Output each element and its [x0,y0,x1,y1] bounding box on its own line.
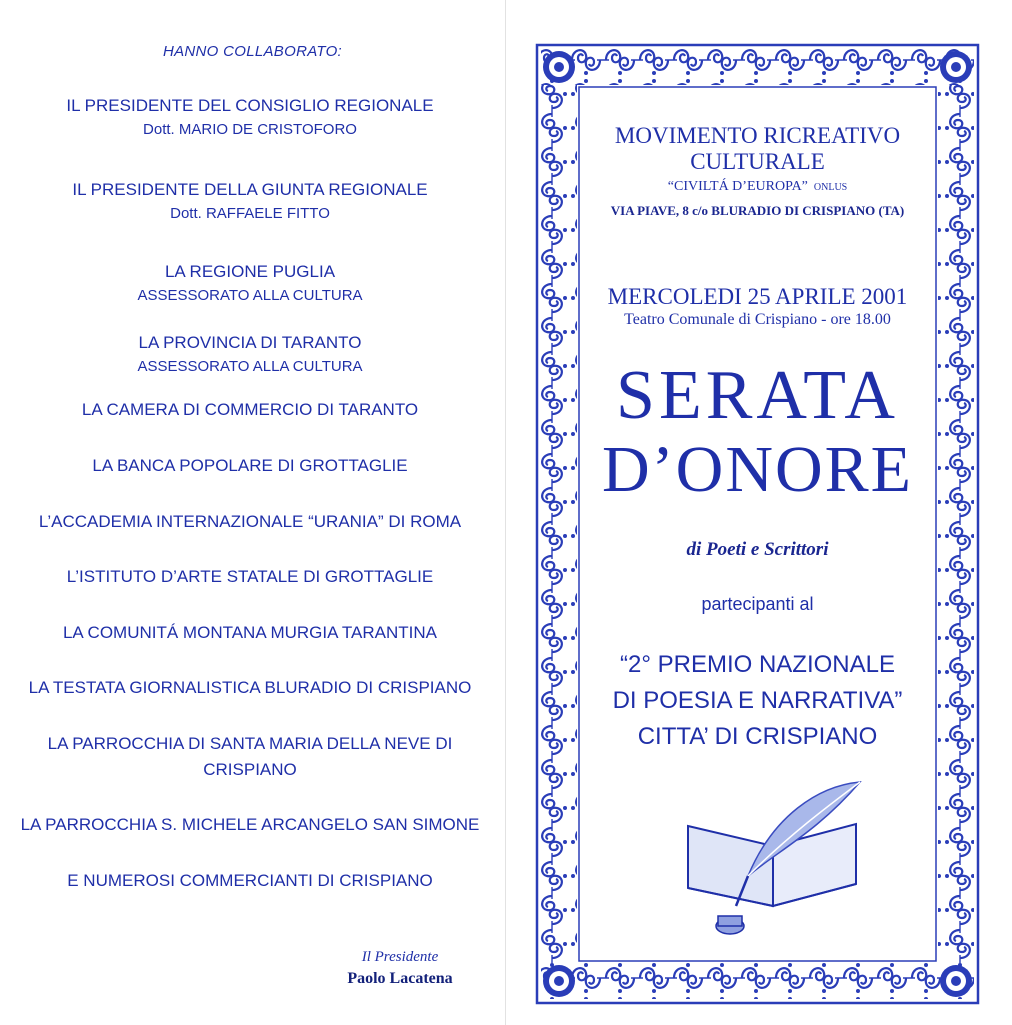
collaborator-entry [0,259,500,307]
collaborators-panel [0,0,505,1025]
collaborator-entry [0,453,500,479]
organization-name-line2: CULTURALE [690,149,825,174]
prize-name-line2: DI POESIA E NARRATIVA” [612,687,903,714]
collaborator-name: LA BANCA POPOLARE DI GROTTAGLIE [92,456,408,475]
participants-label: partecipanti al [701,594,814,614]
collaborator-entry [0,93,500,141]
collaborators-heading: HANNO COLLABORATO: [162,43,343,60]
collaborator-name: LA CAMERA DI COMMERCIO DI TARANTO [81,400,419,419]
signature-block [300,946,500,990]
collaborator-entry [0,564,500,590]
collaborator-name: E NUMEROSI COMMERCIANTI DI CRISPIANO [67,871,433,890]
collaborator-detail: ASSESSORATO ALLA CULTURA [137,287,363,304]
event-title-line1: SERATA [616,357,899,434]
collaborator-entry [0,509,500,535]
collaborator-detail: Dott. MARIO DE CRISTOFORO [143,121,357,138]
event-venue: Teatro Comunale di Crispiano - ore 18.00 [624,311,891,328]
collaborator-name: LA REGIONE PUGLIA [164,262,336,281]
fold-line [505,0,506,1025]
prize-name-line1: “2° PREMIO NAZIONALE [620,651,895,678]
collaborator-name: L’ACCADEMIA INTERNAZIONALE “URANIA” DI ROMA [38,512,462,531]
collaborator-entry [0,397,500,423]
onlus-label: ONLUS [813,182,848,193]
event-title-line2: D’ONORE [602,433,913,506]
collaborator-name: IL PRESIDENTE DEL CONSIGLIO REGIONALE [66,96,434,115]
collaborator-name: LA COMUNITÁ MONTANA MURGIA TARANTINA [62,623,438,642]
collaborator-detail: ASSESSORATO ALLA CULTURA [137,358,363,375]
collaborator-entry [0,812,500,838]
collaborator-entry [0,868,500,894]
signature-name: Paolo Lacatena [347,970,453,987]
event-date: MERCOLEDI 25 APRILE 2001 [607,284,908,309]
organization-address: VIA PIAVE, 8 c/o BLURADIO DI CRISPIANO (TA) [610,203,905,218]
collaborator-name: LA PARROCCHIA S. MICHELE ARCANGELO SAN SIMONE [20,815,480,834]
prize-name-line3: CITTA’ DI CRISPIANO [637,723,878,750]
collaborator-name-continued: CRISPIANO [203,760,297,779]
signature-role: Il Presidente [361,949,439,965]
quill-and-book-icon [678,776,868,946]
organization-name-line1: MOVIMENTO RICREATIVO [614,123,901,148]
event-subtitle: di Poeti e Scrittori [686,539,829,560]
collaborator-name: LA TESTATA GIORNALISTICA BLURADIO DI CRISPIANO [28,678,472,697]
collaborator-name: L’ISTITUTO D’ARTE STATALE DI GROTTAGLIE [66,567,434,586]
collaborator-name: IL PRESIDENTE DELLA GIUNTA REGIONALE [72,180,428,199]
collaborator-entry [0,620,500,646]
collaborator-name: LA PARROCCHIA DI SANTA MARIA DELLA NEVE DI [47,734,453,753]
collaborator-name: LA PROVINCIA DI TARANTO [138,333,362,352]
organization-subtitle [580,178,935,197]
collaborator-entry [0,731,500,783]
collaborator-detail: Dott. RAFFAELE FITTO [170,205,330,222]
collaborator-entry [0,177,500,225]
collaborator-entry [0,675,500,701]
organization-motto: “CIVILTÁ D’EUROPA” [667,179,808,194]
collaborator-entry [0,330,500,378]
